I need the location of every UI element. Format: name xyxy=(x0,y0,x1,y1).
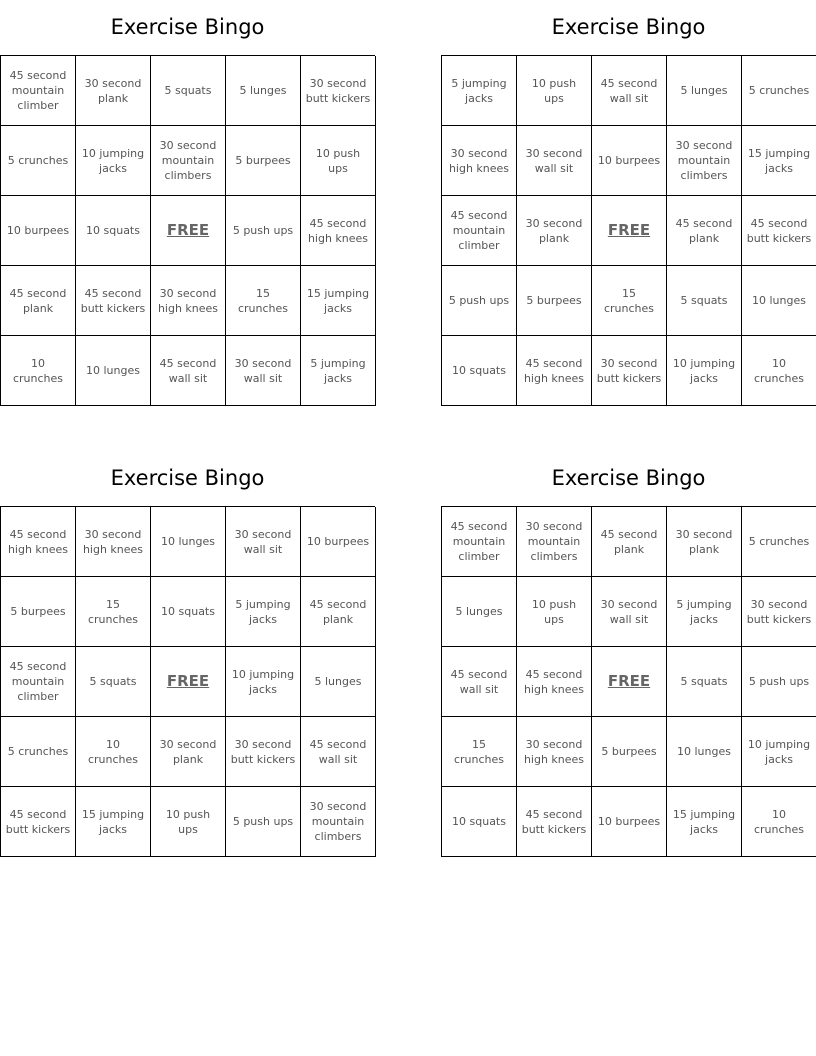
bingo-cell: 30 second plank xyxy=(151,717,226,787)
bingo-cell: 5 burpees xyxy=(1,577,76,647)
bingo-cell: 10 lunges xyxy=(667,717,742,787)
bingo-cell: 45 second plank xyxy=(1,266,76,336)
bingo-cell: 30 second wall sit xyxy=(226,507,301,577)
bingo-cell: 5 jumping jacks xyxy=(667,577,742,647)
bingo-cell: 45 second wall sit xyxy=(442,647,517,717)
bingo-cell: 5 jumping jacks xyxy=(442,56,517,126)
bingo-cell: 30 second mountain climbers xyxy=(301,787,376,857)
bingo-cell: 10 burpees xyxy=(1,196,76,266)
bingo-cell: 15 crunches xyxy=(76,577,151,647)
bingo-cell: 45 second butt kickers xyxy=(76,266,151,336)
bingo-cell: 5 crunches xyxy=(742,507,816,577)
free-space-cell: FREE xyxy=(592,196,667,266)
bingo-cell: 30 second high knees xyxy=(442,126,517,196)
bingo-cell: 30 second butt kickers xyxy=(592,336,667,406)
bingo-cell: 30 second butt kickers xyxy=(226,717,301,787)
bingo-card-2 xyxy=(441,0,816,406)
bingo-grid xyxy=(0,506,375,857)
bingo-cell: 5 crunches xyxy=(742,56,816,126)
bingo-cell: 15 crunches xyxy=(226,266,301,336)
bingo-cell: 10 lunges xyxy=(742,266,816,336)
bingo-cell: 5 lunges xyxy=(226,56,301,126)
bingo-cell: 10 crunches xyxy=(76,717,151,787)
bingo-cell: 10 crunches xyxy=(742,336,816,406)
bingo-cell: 5 burpees xyxy=(592,717,667,787)
bingo-cell: 45 second mountain climber xyxy=(1,56,76,126)
bingo-cell: 30 second high knees xyxy=(517,717,592,787)
bingo-cell: 5 squats xyxy=(667,647,742,717)
bingo-cell: 15 jumping jacks xyxy=(301,266,376,336)
bingo-cell: 5 squats xyxy=(667,266,742,336)
bingo-grid xyxy=(441,55,816,406)
bingo-cell: 45 second wall sit xyxy=(592,56,667,126)
bingo-cell: 10 burpees xyxy=(592,126,667,196)
bingo-cell: 30 second butt kickers xyxy=(301,56,376,126)
bingo-cell: 5 push ups xyxy=(742,647,816,717)
bingo-cell: 10 jumping jacks xyxy=(742,717,816,787)
bingo-cell: 10 burpees xyxy=(301,507,376,577)
bingo-cell: 10 push ups xyxy=(517,577,592,647)
bingo-cell: 45 second mountain climber xyxy=(442,507,517,577)
bingo-cell: 5 lunges xyxy=(667,56,742,126)
bingo-cell: 45 second butt kickers xyxy=(1,787,76,857)
bingo-cell: 5 squats xyxy=(76,647,151,717)
bingo-cell: 10 jumping jacks xyxy=(76,126,151,196)
bingo-cell: 30 second mountain climbers xyxy=(151,126,226,196)
bingo-card-1 xyxy=(0,0,375,406)
bingo-cell: 45 second high knees xyxy=(301,196,376,266)
bingo-cell: 10 lunges xyxy=(151,507,226,577)
bingo-cell: 5 crunches xyxy=(1,717,76,787)
bingo-card-3 xyxy=(0,451,375,857)
bingo-cell: 10 lunges xyxy=(76,336,151,406)
bingo-grid xyxy=(0,55,375,406)
bingo-cell: 45 second mountain climber xyxy=(1,647,76,717)
bingo-cell: 5 squats xyxy=(151,56,226,126)
bingo-cell: 30 second high knees xyxy=(151,266,226,336)
bingo-cell: 10 jumping jacks xyxy=(226,647,301,717)
bingo-cell: 5 lunges xyxy=(442,577,517,647)
bingo-cell: 30 second plank xyxy=(76,56,151,126)
bingo-cell: 30 second wall sit xyxy=(517,126,592,196)
bingo-cell: 5 lunges xyxy=(301,647,376,717)
bingo-cell: 45 second high knees xyxy=(517,647,592,717)
bingo-cell: 45 second high knees xyxy=(517,336,592,406)
bingo-cell: 10 squats xyxy=(151,577,226,647)
bingo-cell: 45 second butt kickers xyxy=(517,787,592,857)
bingo-cell: 30 second wall sit xyxy=(226,336,301,406)
bingo-cell: 30 second mountain climbers xyxy=(667,126,742,196)
free-space-cell: FREE xyxy=(151,196,226,266)
bingo-cell: 10 push ups xyxy=(151,787,226,857)
bingo-cell: 10 burpees xyxy=(592,787,667,857)
bingo-cell: 45 second plank xyxy=(301,577,376,647)
bingo-cell: 10 squats xyxy=(76,196,151,266)
bingo-cell: 5 push ups xyxy=(226,196,301,266)
bingo-cell: 15 jumping jacks xyxy=(667,787,742,857)
bingo-cell: 10 jumping jacks xyxy=(667,336,742,406)
bingo-cell: 45 second mountain climber xyxy=(442,196,517,266)
bingo-cell: 10 crunches xyxy=(742,787,816,857)
bingo-cell: 30 second high knees xyxy=(76,507,151,577)
bingo-cell: 5 burpees xyxy=(517,266,592,336)
bingo-cell: 30 second wall sit xyxy=(592,577,667,647)
bingo-cell: 45 second wall sit xyxy=(151,336,226,406)
bingo-cell: 45 second high knees xyxy=(1,507,76,577)
card-title: Exercise Bingo xyxy=(551,466,706,490)
free-space-cell: FREE xyxy=(151,647,226,717)
bingo-cell: 15 crunches xyxy=(442,717,517,787)
card-title: Exercise Bingo xyxy=(110,466,265,490)
bingo-cell: 45 second wall sit xyxy=(301,717,376,787)
bingo-cell: 5 push ups xyxy=(442,266,517,336)
bingo-cell: 45 second plank xyxy=(667,196,742,266)
bingo-cell: 30 second plank xyxy=(667,507,742,577)
bingo-cell: 5 crunches xyxy=(1,126,76,196)
card-title: Exercise Bingo xyxy=(110,15,265,39)
card-title: Exercise Bingo xyxy=(551,15,706,39)
bingo-card-4 xyxy=(441,451,816,857)
bingo-cell: 5 jumping jacks xyxy=(301,336,376,406)
bingo-cell: 10 crunches xyxy=(1,336,76,406)
bingo-cell: 10 squats xyxy=(442,336,517,406)
bingo-cell: 5 burpees xyxy=(226,126,301,196)
bingo-cell: 15 crunches xyxy=(592,266,667,336)
bingo-cell: 10 push ups xyxy=(301,126,376,196)
bingo-cell: 45 second plank xyxy=(592,507,667,577)
bingo-cell: 30 second mountain climbers xyxy=(517,507,592,577)
bingo-cell: 10 push ups xyxy=(517,56,592,126)
bingo-grid xyxy=(441,506,816,857)
bingo-cell: 30 second butt kickers xyxy=(742,577,816,647)
bingo-cell: 15 jumping jacks xyxy=(76,787,151,857)
bingo-cell: 10 squats xyxy=(442,787,517,857)
bingo-cell: 5 push ups xyxy=(226,787,301,857)
bingo-cell: 45 second butt kickers xyxy=(742,196,816,266)
bingo-cell: 30 second plank xyxy=(517,196,592,266)
bingo-cell: 5 jumping jacks xyxy=(226,577,301,647)
bingo-cell: 15 jumping jacks xyxy=(742,126,816,196)
free-space-cell: FREE xyxy=(592,647,667,717)
